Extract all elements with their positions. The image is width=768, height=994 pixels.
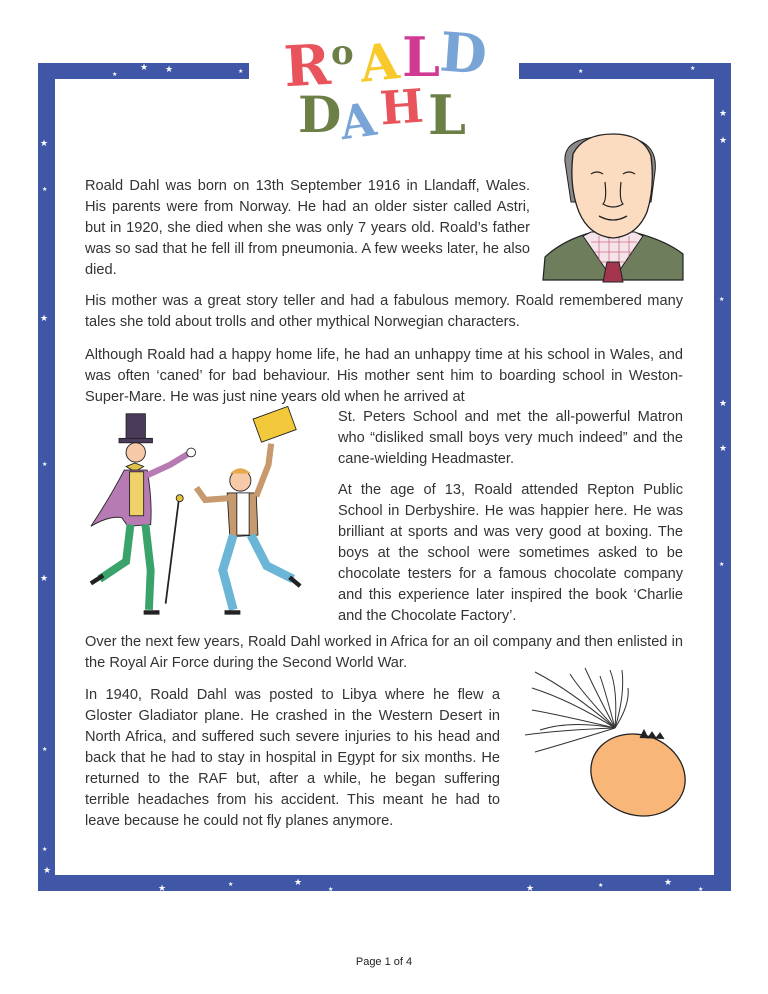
star-icon: ★ xyxy=(664,878,673,888)
star-icon: ★ xyxy=(719,296,725,303)
star-icon: ★ xyxy=(698,886,704,893)
giant-peach-illustration xyxy=(510,660,695,820)
star-icon: ★ xyxy=(42,846,48,853)
star-icon: ★ xyxy=(719,399,728,409)
logo-letter: L xyxy=(428,83,466,147)
logo-letter: A xyxy=(336,91,380,151)
logo-letter: D xyxy=(437,19,490,87)
star-icon: ★ xyxy=(165,65,174,75)
logo-letter: D xyxy=(298,85,342,144)
star-icon: ★ xyxy=(719,561,725,568)
star-icon: ★ xyxy=(140,63,149,73)
logo-letter: H xyxy=(378,78,426,136)
border-right xyxy=(714,63,731,891)
star-icon: ★ xyxy=(719,444,728,454)
star-icon: ★ xyxy=(719,109,728,119)
paragraph-africa-raf: Over the next few years, Roald Dahl worked in Africa for an oil company and then enlisted in the Royal Air Force during the Second World War. xyxy=(85,634,683,671)
logo-letter: A xyxy=(356,31,402,94)
page-number: Page 1 of 4 xyxy=(355,956,413,968)
star-icon: ★ xyxy=(42,461,48,468)
paragraph-libya: In 1940, Roald Dahl was posted to Libya where he flew a Gloster Gladiator plane. He crashed in the Western Desert in North Africa, and suffered such severe injuries to his head and back that he had to stay in hospital in Egypt for six months. He returned to the RAF but, after a while, he began suffering terrible headaches from his accident. This meant he had to leave because he could not fly planes anymore. xyxy=(85,687,500,829)
star-icon: ★ xyxy=(43,866,52,876)
logo-letter: R xyxy=(282,31,333,101)
paragraph-birth: Roald Dahl was born on 13th September 1916 in Llandaff, Wales. His parents were from Norway. He had an older sister called Astri, but in 1920, she died when she was only 7 years old. Roald’s father was so sad that he fell ill from pneumonia. A few weeks later, he also died. xyxy=(85,178,530,278)
star-icon: ★ xyxy=(40,314,49,324)
border-top-right xyxy=(519,63,731,79)
star-icon: ★ xyxy=(690,65,696,72)
star-icon: ★ xyxy=(238,68,244,75)
wonka-and-charlie-illustration xyxy=(82,412,302,623)
roald-dahl-portrait xyxy=(543,132,683,282)
star-icon: ★ xyxy=(719,136,728,146)
logo-letter: o xyxy=(331,33,354,73)
star-icon: ★ xyxy=(578,68,584,75)
paragraph-mother: His mother was a great story teller and had a fabulous memory. Roald remembered many tales she told about trolls and other mythical Norwegian characters. xyxy=(85,293,683,330)
star-icon: ★ xyxy=(42,746,48,753)
paragraph-st-peters: St. Peters School and met the all-powerful Matron who “disliked small boys very much indeed” and the cane-wielding Headmaster. xyxy=(338,409,683,467)
border-bottom xyxy=(38,875,731,891)
paragraph-repton: At the age of 13, Roald attended Repton Public School in Derbyshire. He was happier here. He was brilliant at sports and was very good at boxing. The boys at the school were sometimes asked to be chocolate testers for a famous chocolate company and this experience later inspired the book ‘Charlie and the Chocolate Factory’. xyxy=(338,482,683,624)
star-icon: ★ xyxy=(294,878,303,888)
paragraph-school-intro: Although Roald had a happy home life, he had an unhappy time at his school in Wales, and was often ‘caned’ for bad behaviour. His mother sent him to boarding school in Weston-Super-Mare. He was just nine years old when he arrived at xyxy=(85,347,683,405)
star-icon: ★ xyxy=(328,886,334,893)
logo-letter: L xyxy=(402,25,440,89)
star-icon: ★ xyxy=(598,882,604,889)
star-icon: ★ xyxy=(228,881,234,888)
star-icon: ★ xyxy=(40,139,49,149)
star-icon: ★ xyxy=(42,186,48,193)
star-icon: ★ xyxy=(526,884,535,894)
star-icon: ★ xyxy=(40,574,49,584)
star-icon: ★ xyxy=(112,71,118,78)
star-icon: ★ xyxy=(158,884,167,894)
